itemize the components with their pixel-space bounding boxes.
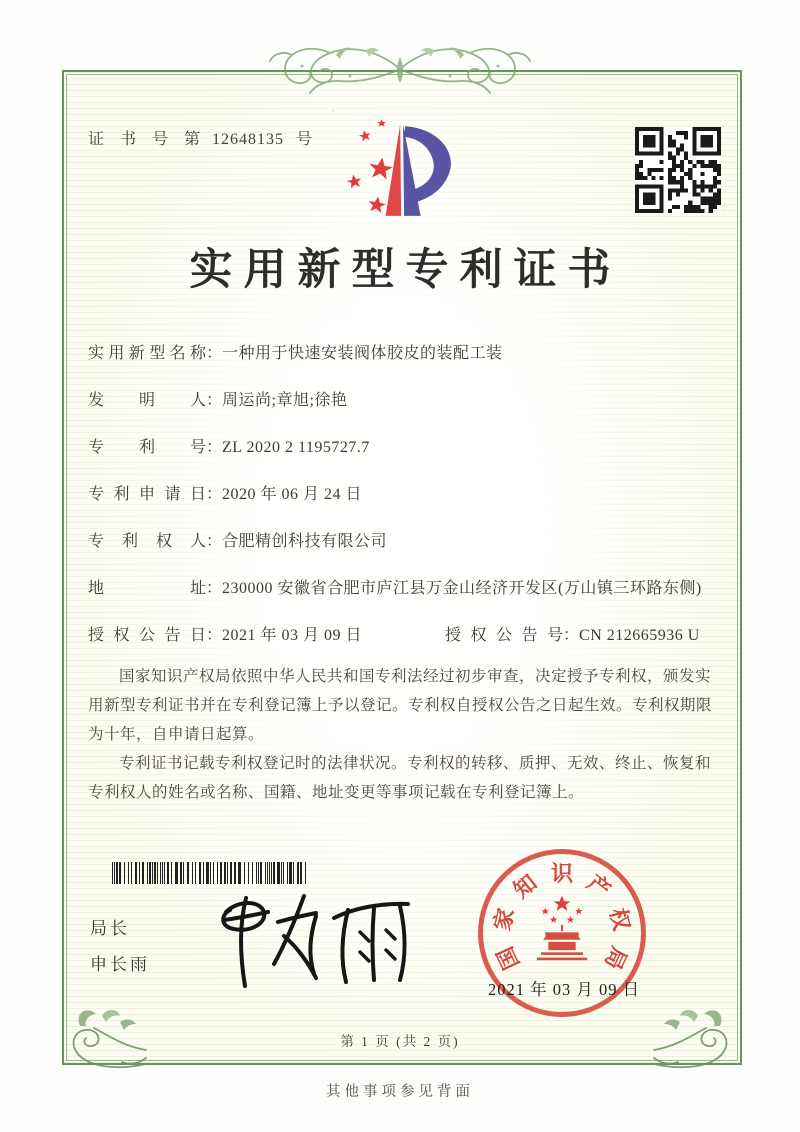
field-value: 周运尚;章旭;徐艳 [222,392,348,409]
grant-date-value: 2021 年 03 月 09 日 [222,627,363,644]
certificate-number-value: 12648135 [212,131,285,148]
barcode [112,862,310,884]
field-value: ZL 2020 2 1195727.7 [222,439,370,456]
cnipa-logo-icon [333,110,479,238]
field-grant-number: 授权公告号 ： CN 212665936 U [445,622,714,650]
grant-number-value: CN 212665936 U [579,627,700,644]
field-value: 230000 安徽省合肥市庐江县万金山经济开发区(万山镇三环路东侧) [222,580,702,597]
commissioner-name: 申长雨 [90,955,150,974]
back-note: 其他事项参见背面 [326,1084,474,1100]
commissioner-title: 局长 [90,919,130,938]
field-row-name: 实用新型名称 ： 一种用于快速安装阀体胶皮的装配工装 [88,340,714,368]
official-seal: 国 家 知 识 产 权 局 [478,849,646,1017]
field-label: 授权公告号 [445,627,563,644]
legal-paragraph-1: 国家知识产权局依照中华人民共和国专利法经过初步审查，决定授予专利权，颁发实用新型专利证书并在专利登记簿上予以登记。专利权自授权公告之日起生效。专利权期限为十年，自申请日起算。 [88,668,713,743]
page-indicator: 第 1 页 (共 2 页) [340,1034,460,1049]
certificate-number [88,126,312,149]
bottom-left-flourish [50,1006,154,1074]
field-value: 合肥精创科技有限公司 [222,533,388,550]
field-value: 2020 年 06 月 24 日 [222,486,363,503]
field-row-patentee: 专利权人 ： 合肥精创科技有限公司 [88,528,714,556]
field-row-patent-number: 专利号 ： ZL 2020 2 1195727.7 [88,434,714,462]
field-row-grant: 授权公告日 ： 2021 年 03 月 09 日 授权公告号 ： CN 212665936 U [88,622,714,650]
field-label: 授权公告日 [88,627,206,644]
certificate-number-suffix: 号 [296,131,313,148]
certificate-number-prefix: 证 书 号 第 [88,131,207,148]
signature-handwriting [212,888,422,993]
certificate-fields [88,340,714,669]
field-row-inventors: 发明人 ： 周运尚;章旭;徐艳 [88,387,714,415]
field-row-filing-date: 专利申请日 ： 2020 年 06 月 24 日 [88,481,714,509]
field-row-address: 地址 ： 230000 安徽省合肥市庐江县万金山经济开发区(万山镇三环路东侧) [88,575,714,603]
field-label: 地址 [88,580,206,597]
legal-paragraph-2: 专利证书记载专利权登记时的法律状况。专利权的转移、质押、无效、终止、恢复和专利权人的姓名或名称、国籍、地址变更等事项记载在专利登记簿上。 [88,755,712,801]
qr-code [635,127,721,213]
field-value: 一种用于快速安装阀体胶皮的装配工装 [222,345,503,362]
legal-text [88,662,713,807]
top-ornament-flourish [266,42,534,96]
certificate-title: 实用新型专利证书 [189,247,622,294]
field-label: 发明人 [88,392,206,409]
field-label: 实用新型名称 [88,345,206,362]
seal-emblem-icon [520,889,604,973]
field-label: 专利申请日 [88,486,206,503]
field-label: 专利号 [88,439,206,456]
bottom-right-flourish [646,1006,750,1074]
field-label: 专利权人 [88,533,206,550]
seal-date: 2021 年 03 月 09 日 [487,980,641,999]
